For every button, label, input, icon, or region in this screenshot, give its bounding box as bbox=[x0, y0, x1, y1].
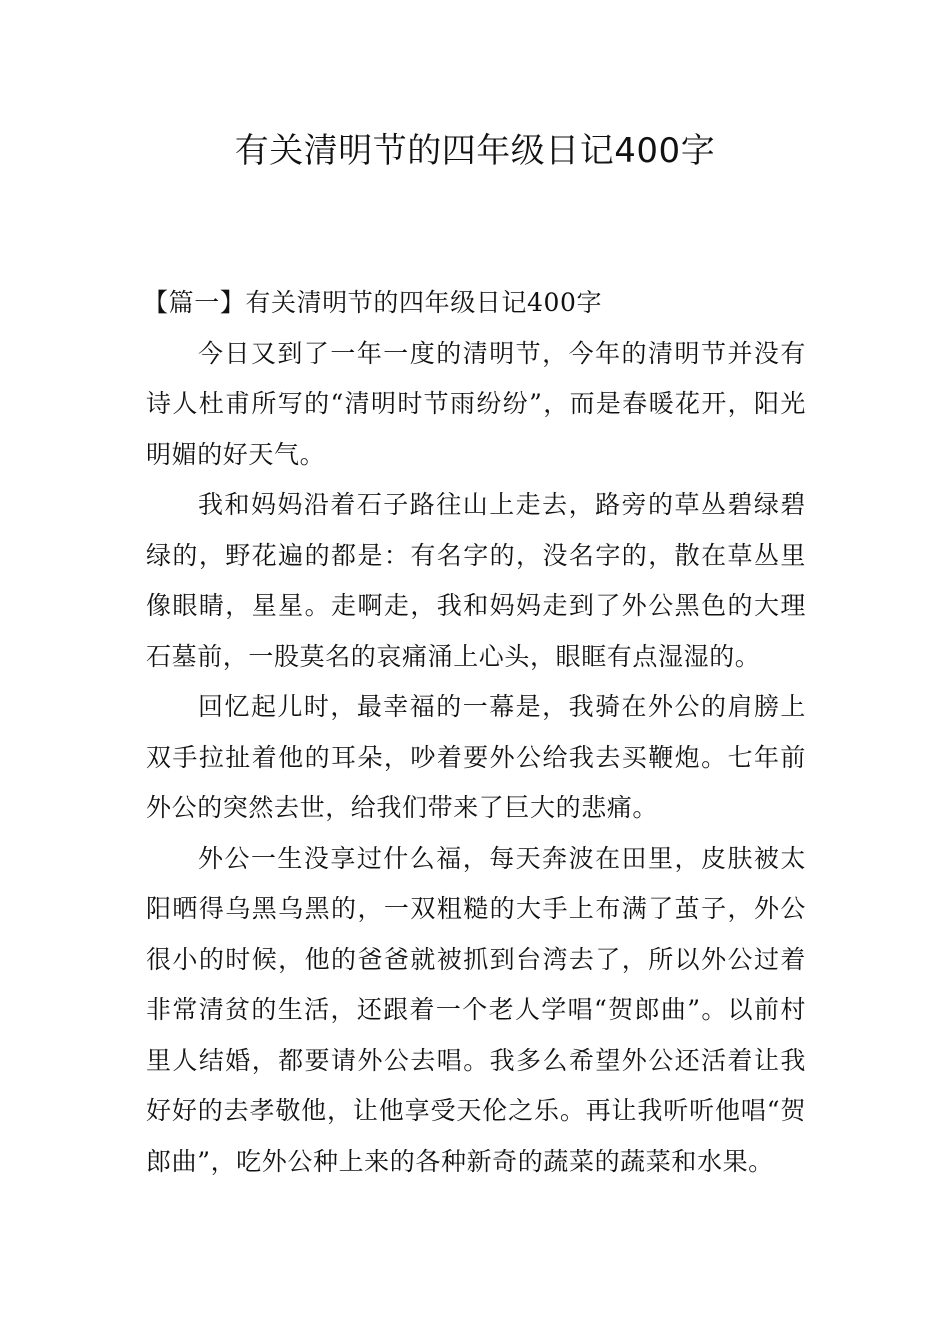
section-heading: 【篇一】有关清明节的四年级日记400字 bbox=[143, 288, 603, 317]
paragraph-3: 回忆起儿时，最幸福的一幕是，我骑在外公的肩膀上双手拉扯着他的耳朵，吵着要外公给我去买鞭炮。七年前外公的突然去世，给我们带来了巨大的悲痛。 bbox=[146, 692, 806, 822]
document-title: 有关清明节的四年级日记400字 bbox=[234, 131, 716, 171]
paragraph-1: 今日又到了一年一度的清明节，今年的清明节并没有诗人杜甫所写的“清明时节雨纷纷”，而是春暖花开，阳光明媚的好天气。 bbox=[146, 338, 806, 469]
document-body bbox=[143, 278, 806, 1187]
paragraph-2: 我和妈妈沿着石子路往山上走去，路旁的草丛碧绿碧绿的，野花遍的都是：有名字的，没名字的，散在草丛里像眼睛，星星。走啊走，我和妈妈走到了外公黑色的大理石墓前，一股莫名的哀痛涌上心头，眼眶有点湿湿的。 bbox=[146, 490, 806, 671]
paragraph-4: 外公一生没享过什么福，每天奔波在田里，皮肤被太阳晒得乌黑乌黑的，一双粗糙的大手上布满了茧子，外公很小的时候，他的爸爸就被抓到台湾去了，所以外公过着非常清贫的生活，还跟着一个老人学唱“贺郎曲”。以前村里人结婚，都要请外公去唱。我多么希望外公还活着让我好好的去孝敬他，让他享受天伦之乐。再让我听听他唱“贺郎曲”，吃外公种上来的各种新奇的蔬菜的蔬菜和水果。 bbox=[146, 843, 806, 1176]
